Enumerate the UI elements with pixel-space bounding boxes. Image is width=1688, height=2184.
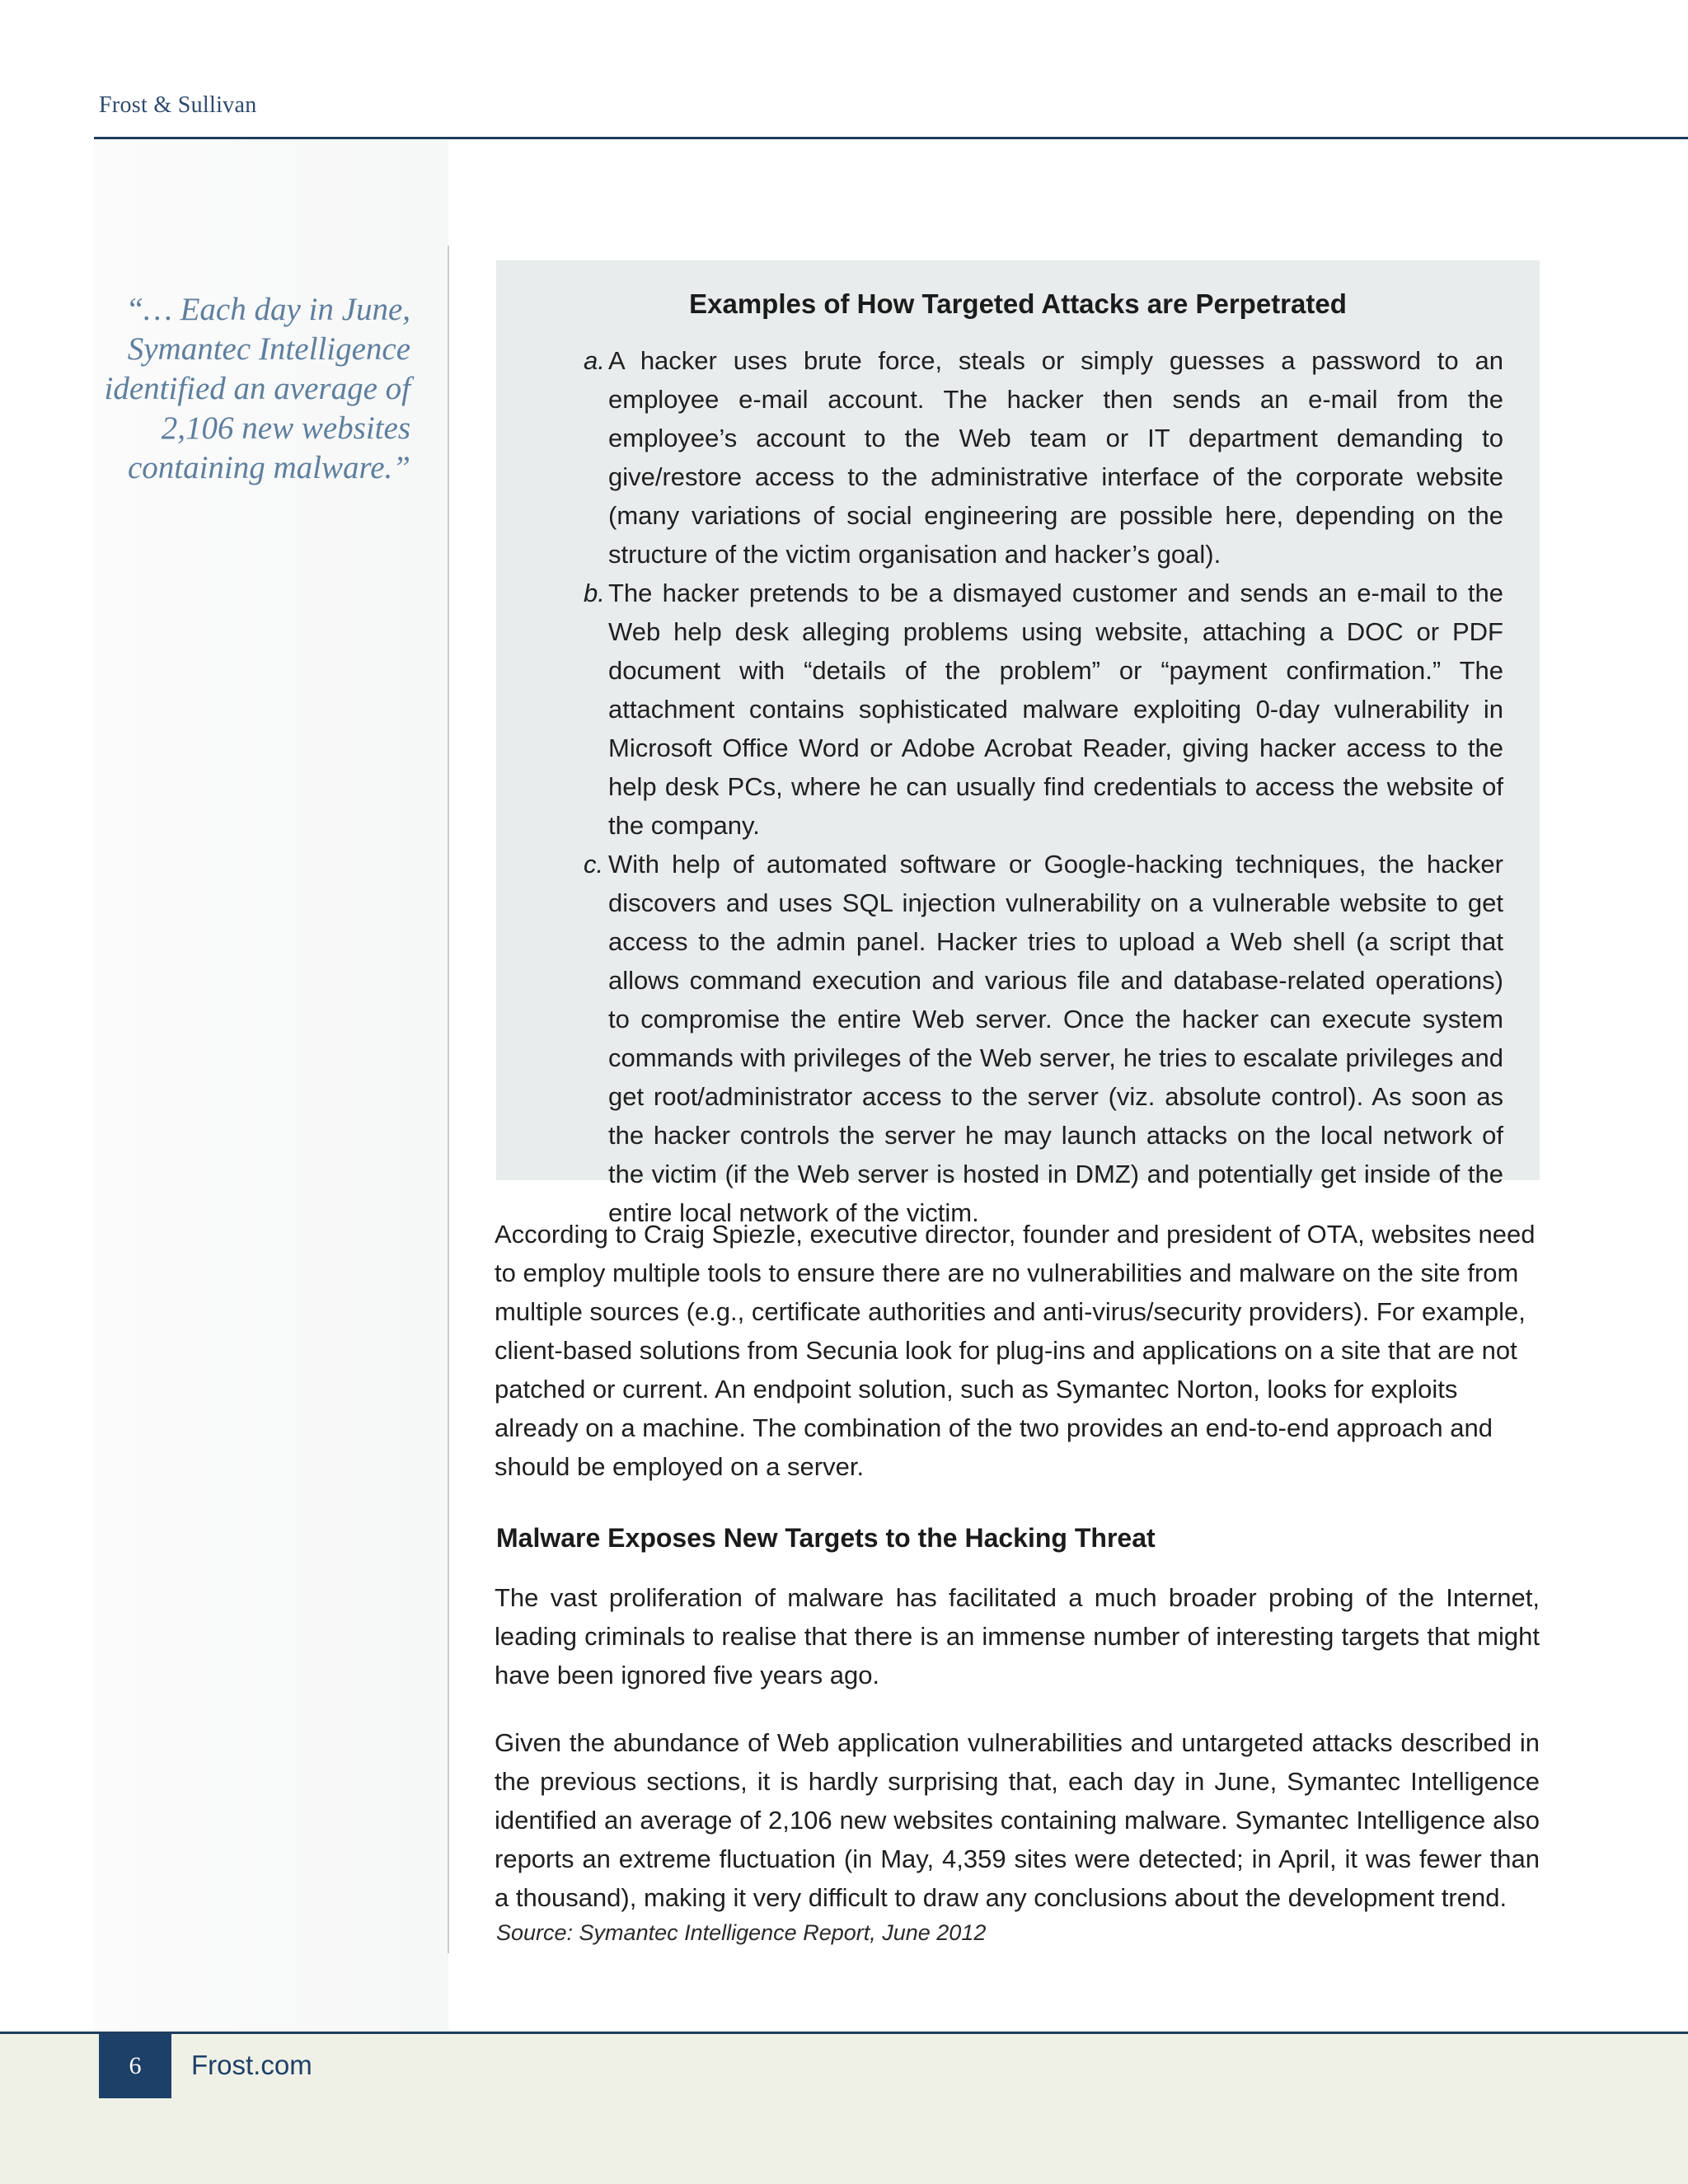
header-brand: Frost & Sullivan — [99, 92, 257, 118]
page-number: 6 — [99, 2034, 171, 2098]
footer-site-link[interactable]: Frost.com — [191, 2050, 312, 2080]
list-item-letter: b. — [584, 579, 605, 607]
list-item-letter: c. — [584, 850, 604, 879]
list-item-text: The hacker pretends to be a dismayed customer and sends an e-mail to the Web help desk alleging problems using website, attaching a DOC or PDF document with “details of the problem” or “payment confirmation.” The attachment contains sophisticated malware exploiting 0-day vulnerability in Microsoft Office Word or Adobe Acrobat Reader, giving hacker access to the help desk PCs, where he can usually find credentials to access the website of the company. — [608, 579, 1503, 840]
header-divider — [94, 137, 1688, 139]
list-item — [584, 341, 1503, 574]
paragraph-proliferation: The vast proliferation of malware has facilitated a much broader probing of the Internet, leading criminals to realise that there is an immense number of interesting targets that might have been ignored five years ago. — [495, 1583, 1540, 1690]
examples-box-title: Examples of How Targeted Attacks are Perpetrated — [689, 288, 1347, 319]
pull-quote: “… Each day in June, Symantec Intelligence identified an average of 2,106 new websites containing malware.” — [104, 292, 410, 485]
list-item — [584, 845, 1503, 1232]
examples-box — [496, 260, 1540, 1227]
list-item — [584, 574, 1503, 845]
list-item-text: A hacker uses brute force, steals or simply guesses a password to an employee e-mail account. The hacker then sends an e-mail from the employee’s account to the Web team or IT department demanding to give/restore access to the administrative interface of the corporate website (many variations of social engineering are possible here, depending on the structure of the victim organisation and hacker’s goal). — [608, 346, 1503, 569]
source-note: Source: Symantec Intelligence Report, June 2012 — [496, 1920, 987, 1945]
section-heading: Malware Exposes New Targets to the Hacking Threat — [496, 1523, 1156, 1553]
footer-divider — [0, 2032, 1688, 2034]
examples-list — [584, 341, 1503, 1232]
paragraph-ota: According to Craig Spiezle, executive director, founder and president of OTA, websites need to employ multiple tools to ensure there are no vulnerabilities and malware on the site from multiple sources (e.g., certificate authorities and anti-virus/security providers). For example, client-based solutions from Secunia look for plug-ins and applications on a site that are not patched or current. An endpoint solution, such as Symantec Norton, looks for exploits already on a machine. The combination of the two provides an end-to-end approach and should be employed on a server. — [495, 1220, 1536, 1481]
list-item-text: With help of automated software or Google-hacking techniques, the hacker discovers and uses SQL injection vulnerability on a vulnerable website to get access to the admin panel. Hacker tries to upload a Web shell (a script that allows command execution and various file and database-related operations) to compromise the entire Web server. Once the hacker can execute system commands with privileges of the Web server, he tries to escalate privileges and get root/administrator access to the server (viz. absolute control). As soon as the hacker controls the server he may launch attacks on the local network of the victim (if the Web server is hosted in DMZ) and potentially get inside of the entire local network of the victim. — [608, 850, 1503, 1227]
column-divider — [448, 246, 449, 1953]
list-item-letter: a. — [584, 346, 605, 375]
paragraph-symantec: Given the abundance of Web application vulnerabilities and untargeted attacks described in the previous sections, it is hardly surprising that, each day in June, Symantec Intelligence identified an average of 2,106 new websites containing malware. Symantec Intelligence also reports an extreme fluctuation (in May, 4,359 sites were detected; in April, it was fewer than a thousand), making it very difficult to draw any conclusions about the development trend. — [495, 1728, 1540, 1912]
footer — [0, 2032, 1688, 2184]
